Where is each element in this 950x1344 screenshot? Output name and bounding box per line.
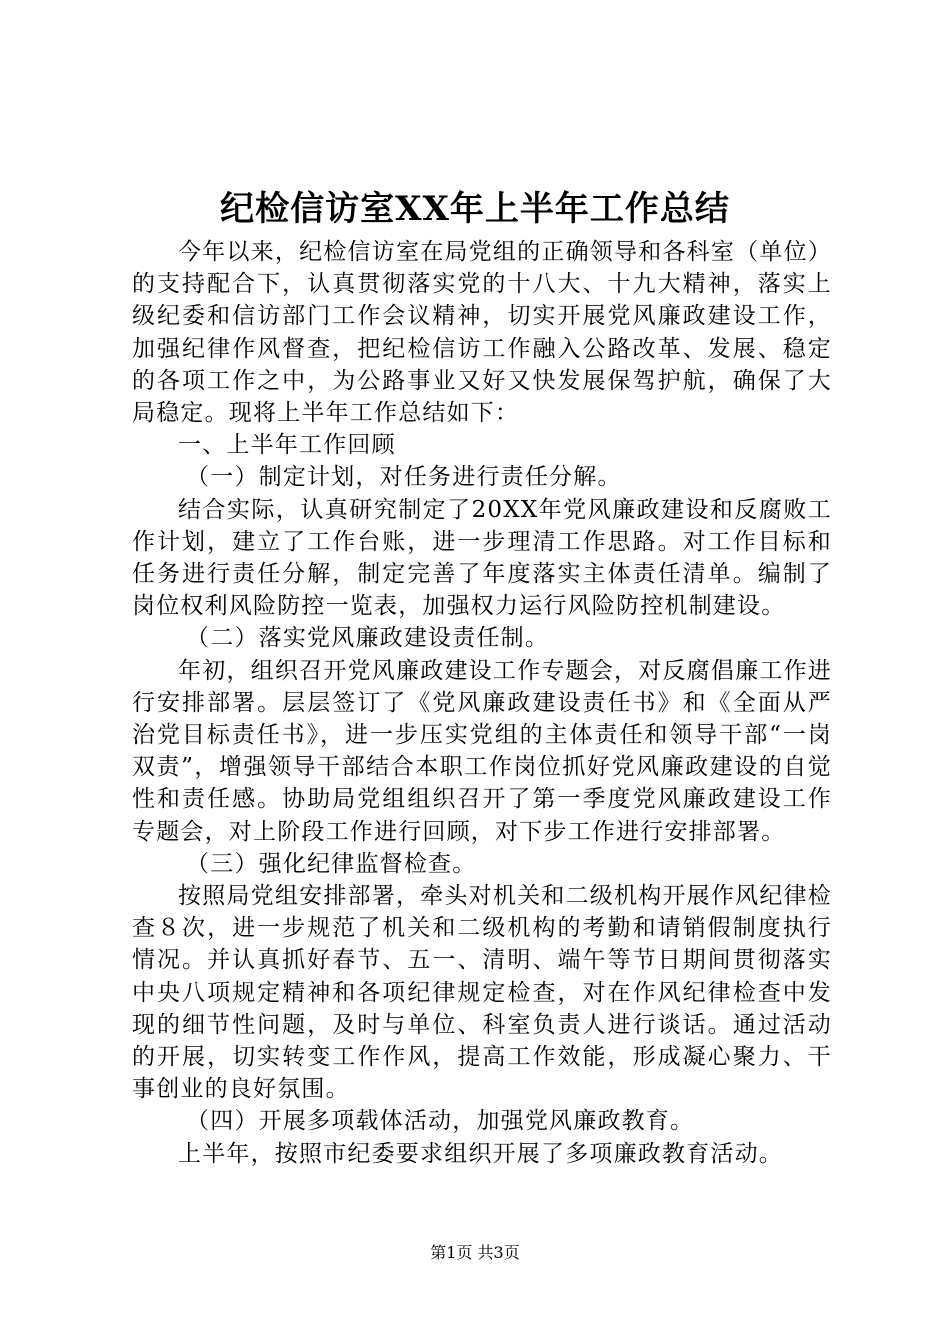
document-title: 纪检信访室XX年上半年工作总结 (220, 189, 730, 229)
body-paragraph: 按照局党组安排部署，牵头对机关和二级机构开展作风纪律检查８次，进一步规范了机关和二级机构的考勤和请销假制度执行情况。并认真抓好春节、五一、清明、端午等节日期间贯彻落实中央八项规定精神和各项纪律规定检查，对在作风纪律检查中发现的细节性问题，及时与单位、科室负责人进行谈话。通过活动的开展，切实转变工作作风，提高工作效能，形成凝心聚力、干事创业的良好氛围。 (132, 883, 832, 1103)
body-paragraph: 上半年，按照市纪委要求组织开展了多项廉政教育活动。 (178, 1140, 783, 1167)
subsection-heading: （三）强化纪律监督检查。 (186, 850, 477, 877)
body-paragraph: 结合实际，认真研究制定了20XX年党风廉政建设和反腐败工作计划，建立了工作台账，进一步理清工作思路。对工作目标和任务进行责任分解，制定完善了年度落实主体责任清单。编制了岗位权利风险防控一览表，加强权力运行风险防控机制建设。 (132, 496, 832, 620)
subsection-heading: （二）落实党风廉政建设责任制。 (186, 625, 550, 652)
subsection-heading: （四）开展多项载体活动，加强党风廉政教育。 (186, 1108, 695, 1135)
subsection-heading: （一）制定计划，对任务进行责任分解。 (186, 464, 622, 491)
document-body (132, 236, 832, 1170)
section-heading: 一、上半年工作回顾 (178, 432, 396, 459)
page-footer: 第1页 共3页 (430, 1243, 520, 1262)
body-paragraph: 年初，组织召开党风廉政建设工作专题会，对反腐倡廉工作进行安排部署。层层签订了《党风廉政建设责任书》和《全面从严治党目标责任书》，进一步压实党组的主体责任和领导干部“一岗双责”，增强领导干部结合本职工作岗位抓好党风廉政建设的自觉性和责任感。协助局党组组织召开了第一季度党风廉政建设工作专题会，对上阶段工作进行回顾，对下步工作进行安排部署。 (132, 657, 832, 845)
intro-paragraph: 今年以来，纪检信访室在局党组的正确领导和各科室（单位）的支持配合下，认真贯彻落实党的十八大、十九大精神，落实上级纪委和信访部门工作会议精神，切实开展党风廉政建设工作，加强纪律作风督查，把纪检信访工作融入公路改革、发展、稳定的各项工作之中，为公路事业又好又快发展保驾护航，确保了大局稳定。现将上半年工作总结如下： (132, 239, 832, 427)
